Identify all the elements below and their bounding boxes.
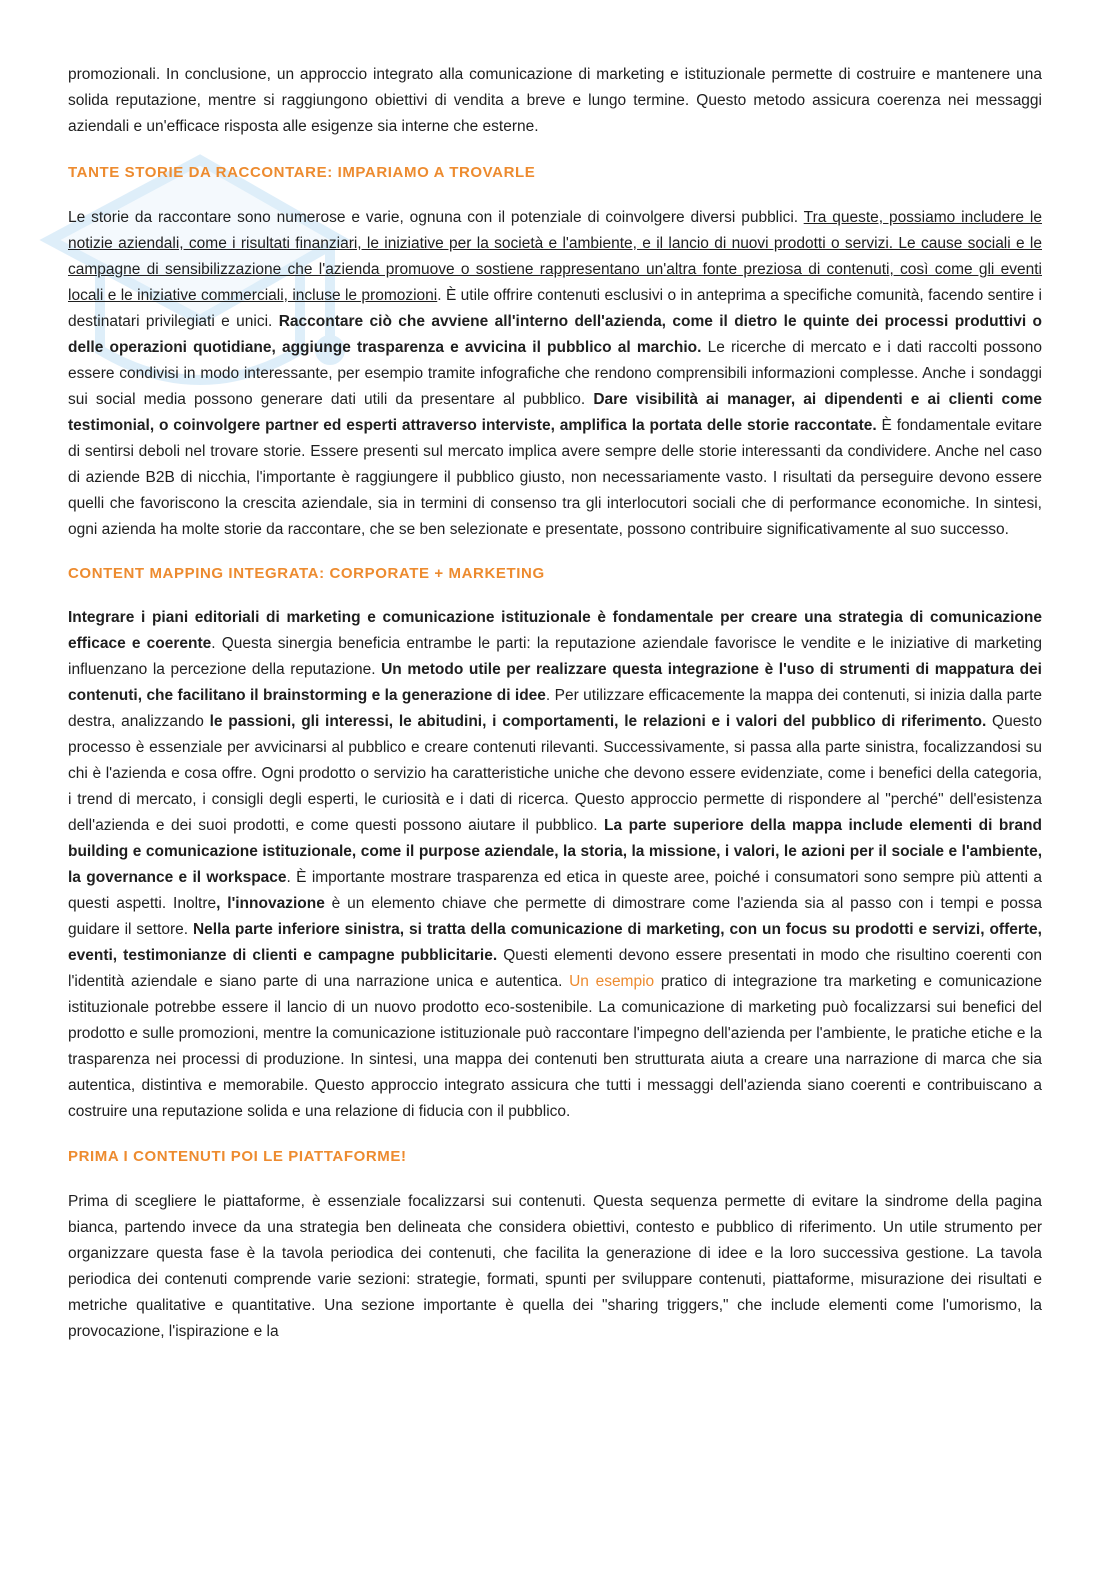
intro-paragraph: promozionali. In conclusione, un approccio integrato alla comunicazione di marketing e istituzionale permette di costruire e mantenere una solida reputazione, mentre si raggiungono obiettivi di vendita a breve e lungo termine. Questo metodo assicura coerenza nei messaggi aziendali e un'efficace risposta alle esigenze sia interne che esterne. xyxy=(68,66,1042,135)
piattaforme-paragraph: Prima di scegliere le piattaforme, è essenziale focalizzarsi sui contenuti. Questa sequenza permette di evitare la sindrome della pagina bianca, partendo invece da una strategia ben delineata che considera obiettivi, contesto e pubblico di riferimento. Un utile strumento per organizzare questa fase è la tavola periodica dei contenuti, che facilita la generazione di idee e la loro successiva gestione. La tavola periodica dei contenuti comprende varie sezioni: strategie, formati, spunti per sviluppare contenuti, piattaforme, misurazione dei risultati e metriche qualitative e quantitative. Una sezione importante è quella dei "sharing triggers," che include elementi come l'umorismo, la provocazione, l'ispirazione e la xyxy=(68,1193,1042,1340)
section-heading-storie: TANTE STORIE DA RACCONTARE: IMPARIAMO A TROVARLE xyxy=(68,164,536,181)
section-heading-piattaforme: PRIMA I CONTENUTI POI LE PIATTAFORME! xyxy=(68,1148,407,1165)
section-heading-content-mapping: CONTENT MAPPING INTEGRATA: CORPORATE + MARKETING xyxy=(68,565,545,582)
content-mapping-paragraph: Integrare i piani editoriali di marketing e comunicazione istituzionale è fondamentale per creare una strategia di comunicazione efficace e coerente. Questa sinergia beneficia entrambe le parti: la reputazione aziendale favorisce le vendite e le iniziative di marketing influenzano la percezione della reputazione. Un metodo utile per realizzare questa integrazione è l'uso di strumenti di mappatura dei contenuti, che facilitano il brainstorming e la generazione di idee. Per utilizzare efficacemente la mappa dei contenuti, si inizia dalla parte destra, analizzando le passioni, gli interessi, le abitudini, i comportamenti, le relazioni e i valori del pubblico di riferimento. Questo processo è essenziale per avvicinarsi al pubblico e creare contenuti rilevanti. Successivamente, si passa alla parte sinistra, focalizzandosi su chi è l'azienda e cosa offre. Ogni prodotto o servizio ha caratteristiche uniche che devono essere evidenziate, come i benefici della categoria, i trend di mercato, i consigli degli esperti, le curiosità e i dati di ricerca. Questo approccio permette di rispondere al "perché" dell'esistenza dell'azienda e dei suoi prodotti, e come questi possono aiutare il pubblico. La parte superiore della mappa include elementi di brand building e comunicazione istituzionale, come il purpose aziendale, la storia, la missione, i valori, le azioni per il sociale e l'ambiente, la governance e il workspace. È importante mostrare trasparenza ed etica in queste aree, poiché i consumatori sono sempre più attenti a questi aspetti. Inoltre, l'innovazione è un elemento chiave che permette di dimostrare come l'azienda sia al passo con i tempi e possa guidare il settore. Nella parte inferiore sinistra, si tratta della comunicazione di marketing, con un focus su prodotti e servizi, offerte, eventi, testimonianze di clienti e campagne pubblicitarie. Questi elementi devono essere presentati in modo che risultino coerenti con l'identità aziendale e siano parte di una narrazione unica e autentica. Un esempio pratico di integrazione tra marketing e comunicazione istituzionale potrebbe essere il lancio di un nuovo prodotto eco-sostenibile. La comunicazione di marketing può focalizzarsi sui benefici del prodotto e sulle promozioni, mentre la comunicazione istituzionale può raccontare l'impegno dell'azienda per l'ambiente, le pratiche etiche e la trasparenza nei processi di produzione. In sintesi, una mappa dei contenuti ben strutturata aiuta a creare una narrazione di marca che sia autentica, distintiva e memorabile. Questo approccio integrato assicura che tutti i messaggi dell'azienda siano coerenti e contribuiscano a costruire una reputazione solida e una relazione di fiducia con il pubblico. xyxy=(68,609,1043,1120)
storie-paragraph: Le storie da raccontare sono numerose e varie, ognuna con il potenziale di coinvolgere diversi pubblici. Tra queste, possiamo includere le notizie aziendali, come i risultati finanziari, le iniziative per la società e l'ambiente, e il lancio di nuovi prodotti o servizi. Le cause sociali e le campagne di sensibilizzazione che l'azienda promuove o sostiene rappresentano un'altra fonte preziosa di contenuti, così come gli eventi locali e le iniziative commerciali, incluse le promozioni. È utile offrire contenuti esclusivi o in anteprima a specifiche comunità, facendo sentire i destinatari privilegiati e unici. Raccontare ciò che avviene all'interno dell'azienda, come il dietro le quinte dei processi produttivi o delle operazioni quotidiane, aggiunge trasparenza e avvicina il pubblico al marchio. Le ricerche di mercato e i dati raccolti possono essere condivisi in modo interessante, per esempio tramite infografiche che rendono comprensibili informazioni complesse. Anche i sondaggi sui social media possono generare dati utili da presentare al pubblico. Dare visibilità ai manager, ai dipendenti e ai clienti come testimonial, o coinvolgere partner ed esperti attraverso interviste, amplifica la portata delle storie raccontate. È fondamentale evitare di sentirsi deboli nel trovare storie. Essere presenti sul mercato implica avere sempre delle storie interessanti da condividere. Anche nel caso di aziende B2B di nicchia, l'importante è raggiungere il pubblico giusto, non necessariamente vasto. I risultati da perseguire devono essere quelli che favoriscono la crescita aziendale, sia in termini di consenso tra gli interlocutori sociali che di performance economiche. In sintesi, ogni azienda ha molte storie da raccontare, che se ben selezionate e presentate, possono contribuire significativamente al suo successo. xyxy=(68,209,1043,538)
document-page xyxy=(68,62,1042,1345)
